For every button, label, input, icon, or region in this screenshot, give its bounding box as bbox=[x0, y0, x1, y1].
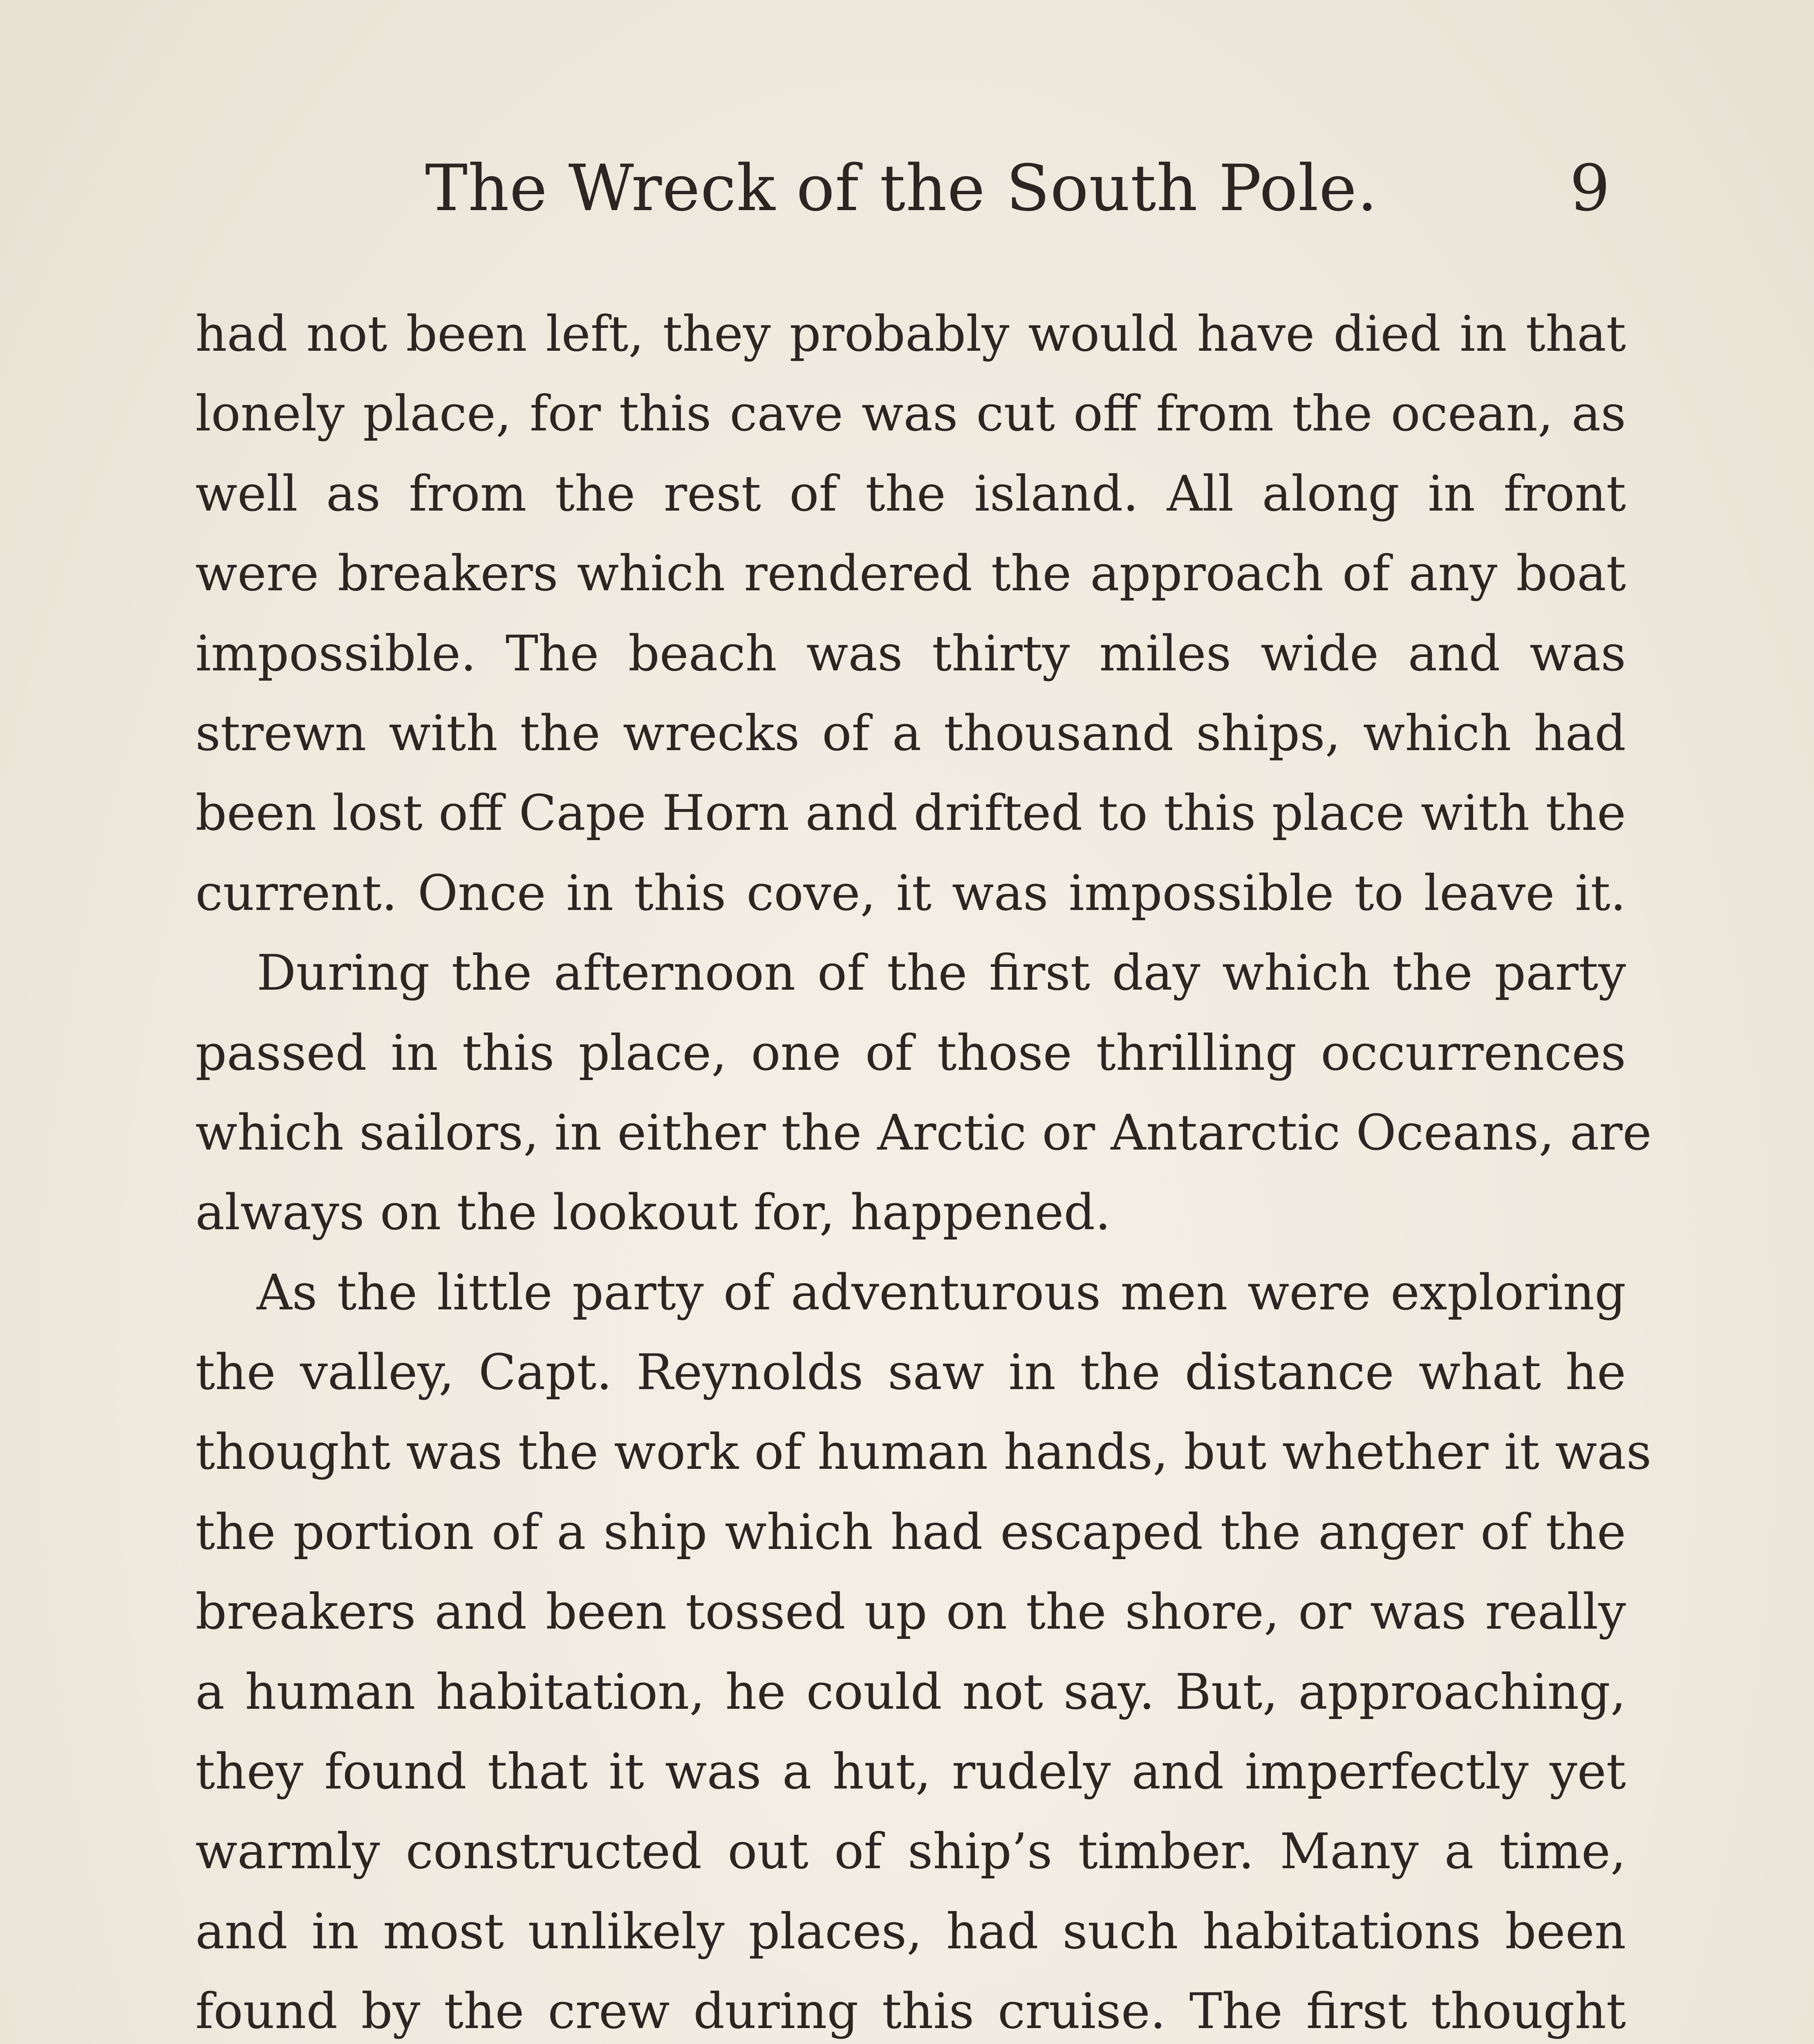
text-line: they found that it was a hut, rudely and imperfectly yet bbox=[195, 1744, 1626, 1801]
text-line: always on the lookout for, happened. bbox=[195, 1184, 1111, 1242]
paragraph-2 bbox=[195, 933, 1652, 1253]
running-title: The Wreck of the South Pole. bbox=[425, 151, 1378, 225]
paragraph-1 bbox=[195, 294, 1626, 933]
text-line: well as from the rest of the island. All along in front bbox=[195, 465, 1626, 522]
text-line: which sailors, in either the Arctic or Antarctic Oceans, are bbox=[195, 1104, 1652, 1161]
text-line: current. Once in this cove, it was impossible to leave it. bbox=[195, 865, 1626, 922]
text-line: found by the crew during this cruise. The first thought bbox=[195, 1983, 1626, 2040]
text-line: the portion of a ship which had escaped the anger of the bbox=[195, 1504, 1626, 1561]
text-line: impossible. The beach was thirty miles wide and was bbox=[195, 625, 1626, 682]
text-line: passed in this place, one of those thrilling occurrences bbox=[195, 1024, 1626, 1082]
body-text bbox=[195, 294, 1652, 2044]
text-line: been lost off Cape Horn and drifted to this place with the bbox=[195, 785, 1626, 842]
text-line: As the little party of adventurous men were exploring bbox=[257, 1264, 1626, 1321]
text-line: a human habitation, he could not say. But, approaching, bbox=[195, 1663, 1626, 1721]
text-line: breakers and been tossed up on the shore, or was really bbox=[195, 1584, 1626, 1641]
text-line: thought was the work of human hands, but whether it was bbox=[195, 1424, 1652, 1481]
text-line: During the afternoon of the first day which the party bbox=[257, 945, 1626, 1002]
text-line: had not been left, they probably would have died in that bbox=[195, 306, 1626, 363]
page-header bbox=[0, 147, 1814, 237]
text-line: the valley, Capt. Reynolds saw in the distance what he bbox=[195, 1344, 1626, 1401]
page-number: 9 bbox=[1570, 151, 1610, 225]
text-line: were breakers which rendered the approach of any boat bbox=[195, 545, 1626, 603]
text-line: and in most unlikely places, had such habitations been bbox=[195, 1903, 1626, 1960]
text-line: strewn with the wrecks of a thousand ships, which had bbox=[195, 705, 1626, 762]
text-line: lonely place, for this cave was cut off from the ocean, as bbox=[195, 385, 1626, 443]
text-line: warmly constructed out of ship’s timber. Many a time, bbox=[195, 1823, 1626, 1880]
paragraph-3 bbox=[195, 1253, 1652, 2044]
